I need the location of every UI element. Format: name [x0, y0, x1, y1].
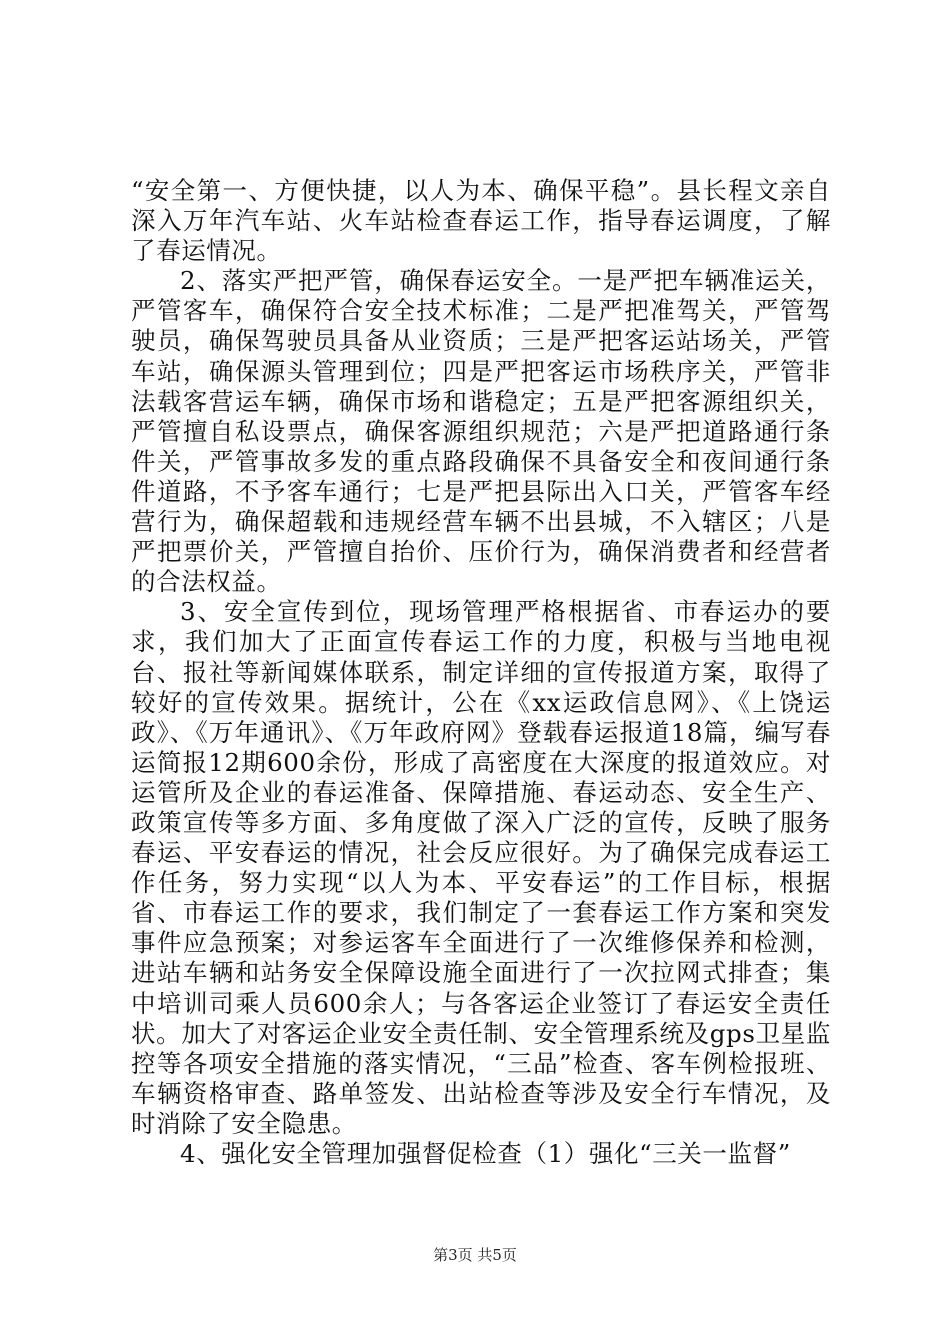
paragraph-2: 2、落实严把严管，确保春运安全。一是严把车辆准运关，严管客车，确保符合安全技术标准；二是严把准驾关，严管驾驶员，确保驾驶员具备从业资质；三是严把客运站场关，严管车站，确保源头管理到位；四是严把客运市场秩序关，严管非法载客营运车辆，确保市场和谐稳定；五是严把客源组织关，严管擅自私设票点，确保客源组织规范；六是严把道路通行条件关，严管事故多发的重点路段确保不具备安全和夜间通行条件道路，不予客车通行；七是严把县际出入口关，严管客车经营行为，确保超载和违规经营车辆不出县城，不入辖区；八是严把票价关，严管擅自抬价、压价行为，确保消费者和经营者的合法权益。	[131, 266, 831, 597]
document-body	[131, 176, 831, 1169]
paragraph-4: 4、强化安全管理加强督促检查（1）强化“三关一监督”	[180, 1139, 791, 1168]
page-number-footer: 第3页 共5页	[433, 1246, 517, 1264]
paragraph-1: “安全第一、方便快捷，以人为本、确保平稳”。县长程文亲自深入万年汽车站、火车站检查春运工作，指导春运调度，了解了春运情况。	[131, 176, 831, 266]
paragraph-3: 3、安全宣传到位，现场管理严格根据省、市春运办的要求，我们加大了正面宣传春运工作的力度，积极与当地电视台、报社等新闻媒体联系，制定详细的宣传报道方案，取得了较好的宣传效果。据统计，公在《xx运政信息网》、《上饶运政》、《万年通讯》、《万年政府网》登载春运报道18篇，编写春运简报12期600余份，形成了高密度在大深度的报道效应。对运管所及企业的春运准备、保障措施、春运动态、安全生产、政策宣传等多方面、多角度做了深入广泛的宣传，反映了服务春运、平安春运的情况，社会反应很好。为了确保完成春运工作任务，努力实现“以人为本、平安春运”的工作目标，根据省、市春运工作的要求，我们制定了一套春运工作方案和突发事件应急预案；对参运客车全面进行了一次维修保养和检测，进站车辆和站务安全保障设施全面进行了一次拉网式排查；集中培训司乘人员600余人；与各客运企业签订了春运安全责任状。加大了对客运企业安全责任制、安全管理系统及gps卫星监控等各项安全措施的落实情况，“三品”检查、客车例检报班、车辆资格审查、路单签发、出站检查等涉及安全行车情况，及时消除了安全隐患。	[131, 597, 831, 1138]
